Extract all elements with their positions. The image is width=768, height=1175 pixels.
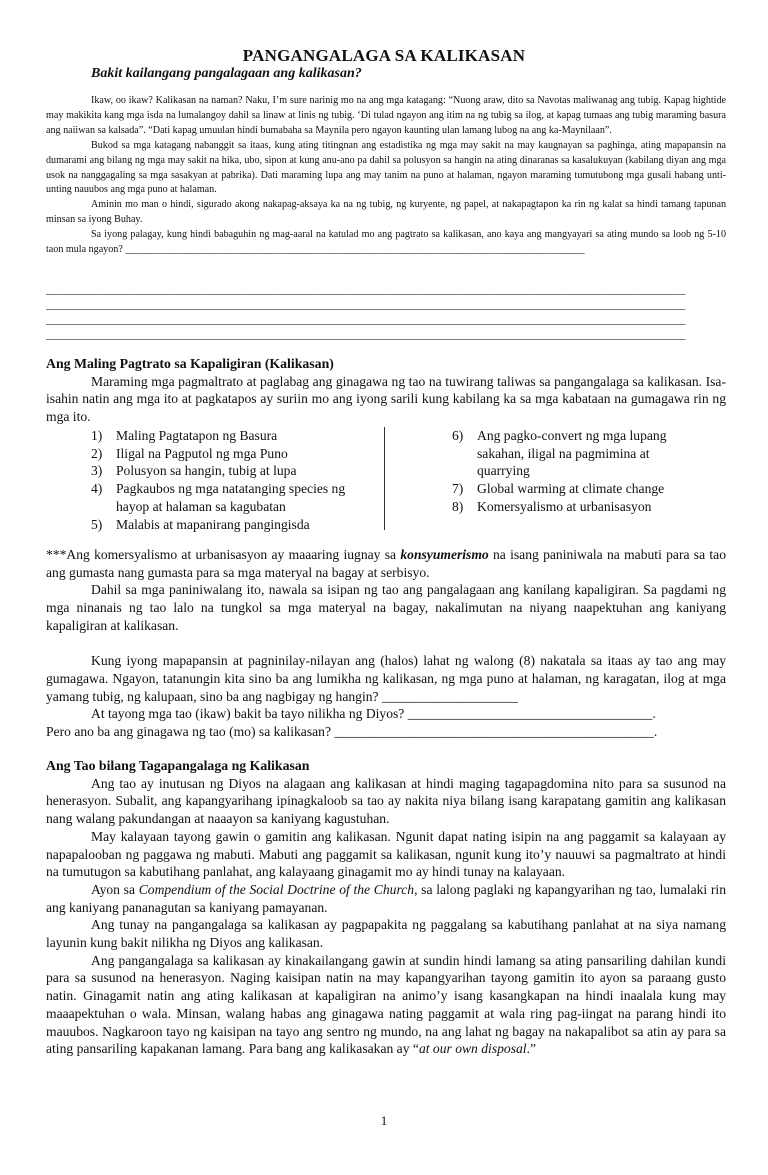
note-paragraph [46,546,726,581]
question-line: At tayong mga tao (ikaw) bakit ba tayo nilikha ng Diyos? ____________________________________. [91,706,656,722]
violations-list-right [452,427,702,516]
answer-line[interactable]: ______________________________________________________________________________________________________________________________________________ [46,285,685,296]
section-paragraph: Ang tunay na pangangalaga sa kalikasan ay pagpapakita ng paggalang sa kabutihang panlahat at na siya namang layunin kung bakit nilikha ng Diyos ang kalikasan. [46,917,726,951]
intro-paragraph: Aminin mo man o hindi, sigurado akong nakapag-aksaya ka na ng tubig, ng kuryente, ng papel, at nakapagtapon ka rin ng kalat sa hindi tamang tapunan minsan sa iyong Buhay. [46,199,726,226]
note-suffix: na isang paniniwala na mabuti para sa tao ang gumasta nang gumasta para sa mga materyal na bagay at serbisyo. [46,547,726,580]
list-item [91,427,361,445]
answer-lines [46,283,726,343]
list-item [91,445,361,463]
list-number: 5) [91,516,103,532]
note-emphasis: konsyumerismo [400,547,489,562]
list-number: 2) [91,445,103,461]
section-paragraph [46,881,726,916]
intro-paragraph: Bukod sa mga katagang nabanggit sa itaas, kung ating titingnan ang estadistika ng mga may sakit na may kaugnayan sa paghinga, ating mapapansin na dumarami ang bilang ng mga may sakit na hika, ubo, sipon at kung anu-ano pa dahil sa polusyon sa hangin na ating dinaranas sa kasalukuyan (kabilang diyan ang mga usok na nanggagaling sa mga sasakyan at pabrika). Dati maraming lupa ang may tanim na puno at halaman, ngayon maraming tumutubong mga gusali habang unti-unting nauubos ang mga puno at halaman. [46,139,726,196]
list-item [91,516,361,534]
page-title: PANGANGALAGA SA KALIKASAN [242,46,526,65]
page-number: 1 [380,1113,388,1128]
intro-question: Sa iyong palagay, kung hindi babaguhin ng mag-aaral na katulad mo ang pagtrato sa kalikasan, ano kaya ang mangyayari sa ating mundo sa loob ng 5-10 taon mula ngayon? ___________________________________________________________________________________________ [46,229,726,256]
page-subtitle: Bakit kailangang pangalagaan ang kalikasan? [91,66,362,81]
list-number: 8) [452,498,464,514]
list-divider [384,427,385,530]
list-text: Komersyalismo at urbanisasyon [477,498,652,514]
section-heading: Ang Maling Pagtrato sa Kapaligiran (Kalikasan) [46,356,334,371]
list-text: Global warming at climate change [477,481,665,497]
intro-section [46,94,726,258]
list-text: Maling Pagtatapon ng Basura [116,428,278,443]
list-item [452,427,702,480]
list-number: 6) [452,428,464,443]
list-text: Iligal na Pagputol ng mga Puno [116,445,288,461]
section-maling-pagtrato [46,355,726,426]
p5-emphasis: at our own disposal [418,1041,527,1057]
p5-suffix: .” [526,1041,537,1057]
answer-line[interactable]: ______________________________________________________________________________________________________________________________________________ [46,315,685,326]
section-tagapangalaga [46,757,726,1058]
section-paragraph [46,952,726,1058]
section-paragraph: May kalayaan tayong gawin o gamitin ang kalikasan. Ngunit dapat nating isipin na ang paggamit sa kalayaan ay napapalooban ng paggawa ng mabuti. Mabuti ang paggamit sa kalikasan, ngunit kung ito’y nauuwi sa pagmaltrato at hindi na tumutugon sa kabutihang panlahat, ang kalayaang ginagamit mo ay hindi tunay na kalayaan. [46,828,726,880]
list-text: Ang pagko-convert ng mga lupang sakahan, iligal na pagmimina at quarrying [477,428,667,479]
list-number: 3) [91,463,103,479]
section-paragraph: Maraming mga pagmaltrato at paglabag ang ginagawa ng tao na tuwirang taliwas sa pangangalaga sa kalikasan. Isa-isahin natin ang mga ito at pagkatapos ay suriin mo ang iyong sarili kung kabilang ka sa mga kabataan na gumagawa rin ng mga ito. [46,373,726,425]
list-number: 1) [91,428,103,443]
section-heading: Ang Tao bilang Tagapangalaga ng Kalikasan [46,758,310,773]
question-line: Pero ano ba ang ginagawa ng tao (mo) sa kalikasan? _______________________________________________. [46,724,658,740]
list-number: 7) [452,481,464,497]
p5-prefix: Ang pangangalaga sa kalikasan ay kinakailangang gawin at sundin hindi lamang sa ating pansariling dahilan kundi para sa susunod na henerasyon. Naging kaisipan natin na may kapangyarihan tayong gamitin ito ayon sa paraang gusto natin. Ginagamit natin ang ating kalikasan at kapaligiran na animo’y isang kasangkapan na hindi inaalala kung may maaapektuhan o wala. Minsan, walang habas ang ginagawa nating paggamit at wala ring pag-iingat na parang hindi ito mauubos. Nagkaroon tayo ng kaisipan na tayo ang sentro ng mundo, na ang lahat ng bagay na nakapalibot sa atin ay para sa ating pansariling kapakanan lamang. Para bang ang kalikasakan ay “ [46,952,726,1057]
list-item [91,462,361,480]
section-paragraph: Kung iyong mapapansin at pagninilay-nilayan ang (halos) lahat ng walong (8) nakatala sa itaas ay tao ang may gumagawa. Ngayon, tatanungin kita sino ba ang lumikha ng kalikasan, ng mga puno at halaman, ng karagatan, ilog at mga yamang tubig, ng kalupaan, sino ba ang nagbigay ng hangin? ____________________ [46,653,726,704]
section-paragraph: Ang tao ay inutusan ng Diyos na alagaan ang kalikasan at hindi maging tagapagdomina nito para sa susunod na henerasyon. Subalit, ang kapangyarihang ipinagkaloob sa tao ay nakita niya bilang isang karapatang gamitin ang kalikasan nang walang pakundangan at naaayon sa kaniyang kagustuhan. [46,775,726,827]
section-paragraph: Dahil sa mga paniniwalang ito, nawala sa isipan ng tao ang pangalagaan ang kanilang kapaligiran. Sa pagdami ng mga ninanais ng tao lalo na tungkol sa mga materyal na bagay, nakalimutan na niyang naapektuhan ang kaniyang kapaligiran at kalikasan. [46,582,726,633]
list-item [452,498,702,516]
answer-line[interactable]: ______________________________________________________________________________________________________________________________________________ [46,330,685,341]
p3-prefix: Ayon sa [91,881,139,897]
list-text: Pagkaubos ng mga natatanging species ng hayop at halaman sa kagubatan [116,481,346,514]
list-number: 4) [91,481,103,497]
list-item [91,480,361,515]
list-text: Malabis at mapanirang pangingisda [116,516,310,532]
answer-line[interactable]: ______________________________________________________________________________________________________________________________________________ [46,300,685,311]
p3-suffix: , sa lalong paglaki ng kapangyarihan ng tao, lumalaki rin ang kaniyang pananagutan sa kaniyang pamayanan. [46,881,726,915]
list-item [452,480,702,498]
compendium-title: Compendium of the Social Doctrine of the Church [138,881,415,897]
intro-paragraph: Ikaw, oo ikaw? Kalikasan na naman? Naku, I’m sure narinig mo na ang mga katagang: “Nuong araw, dito sa Navotas maliwanag ang tubig. Kapag hightide may makikita kang mga isda na lumalangoy dahil sa linaw at linis ng tubig. ‘Di tulad ngayon ang itim na ng tubig sa ilog, at kapag tumaas ang tubig maraming basura ang naiiwan sa kalsada”. “Dati kapag umuulan hindi bumabaha sa Maynila pero ngayon kaunting ulan lamang lubog na ang ka-Maynilaan”. [46,95,726,136]
list-text: Polusyon sa hangin, tubig at lupa [116,463,297,479]
violations-list-left [91,427,361,533]
note-prefix: ***Ang komersyalismo at urbanisasyon ay maaaring iugnay sa [46,547,401,562]
section-konsyumerismo [46,546,726,741]
